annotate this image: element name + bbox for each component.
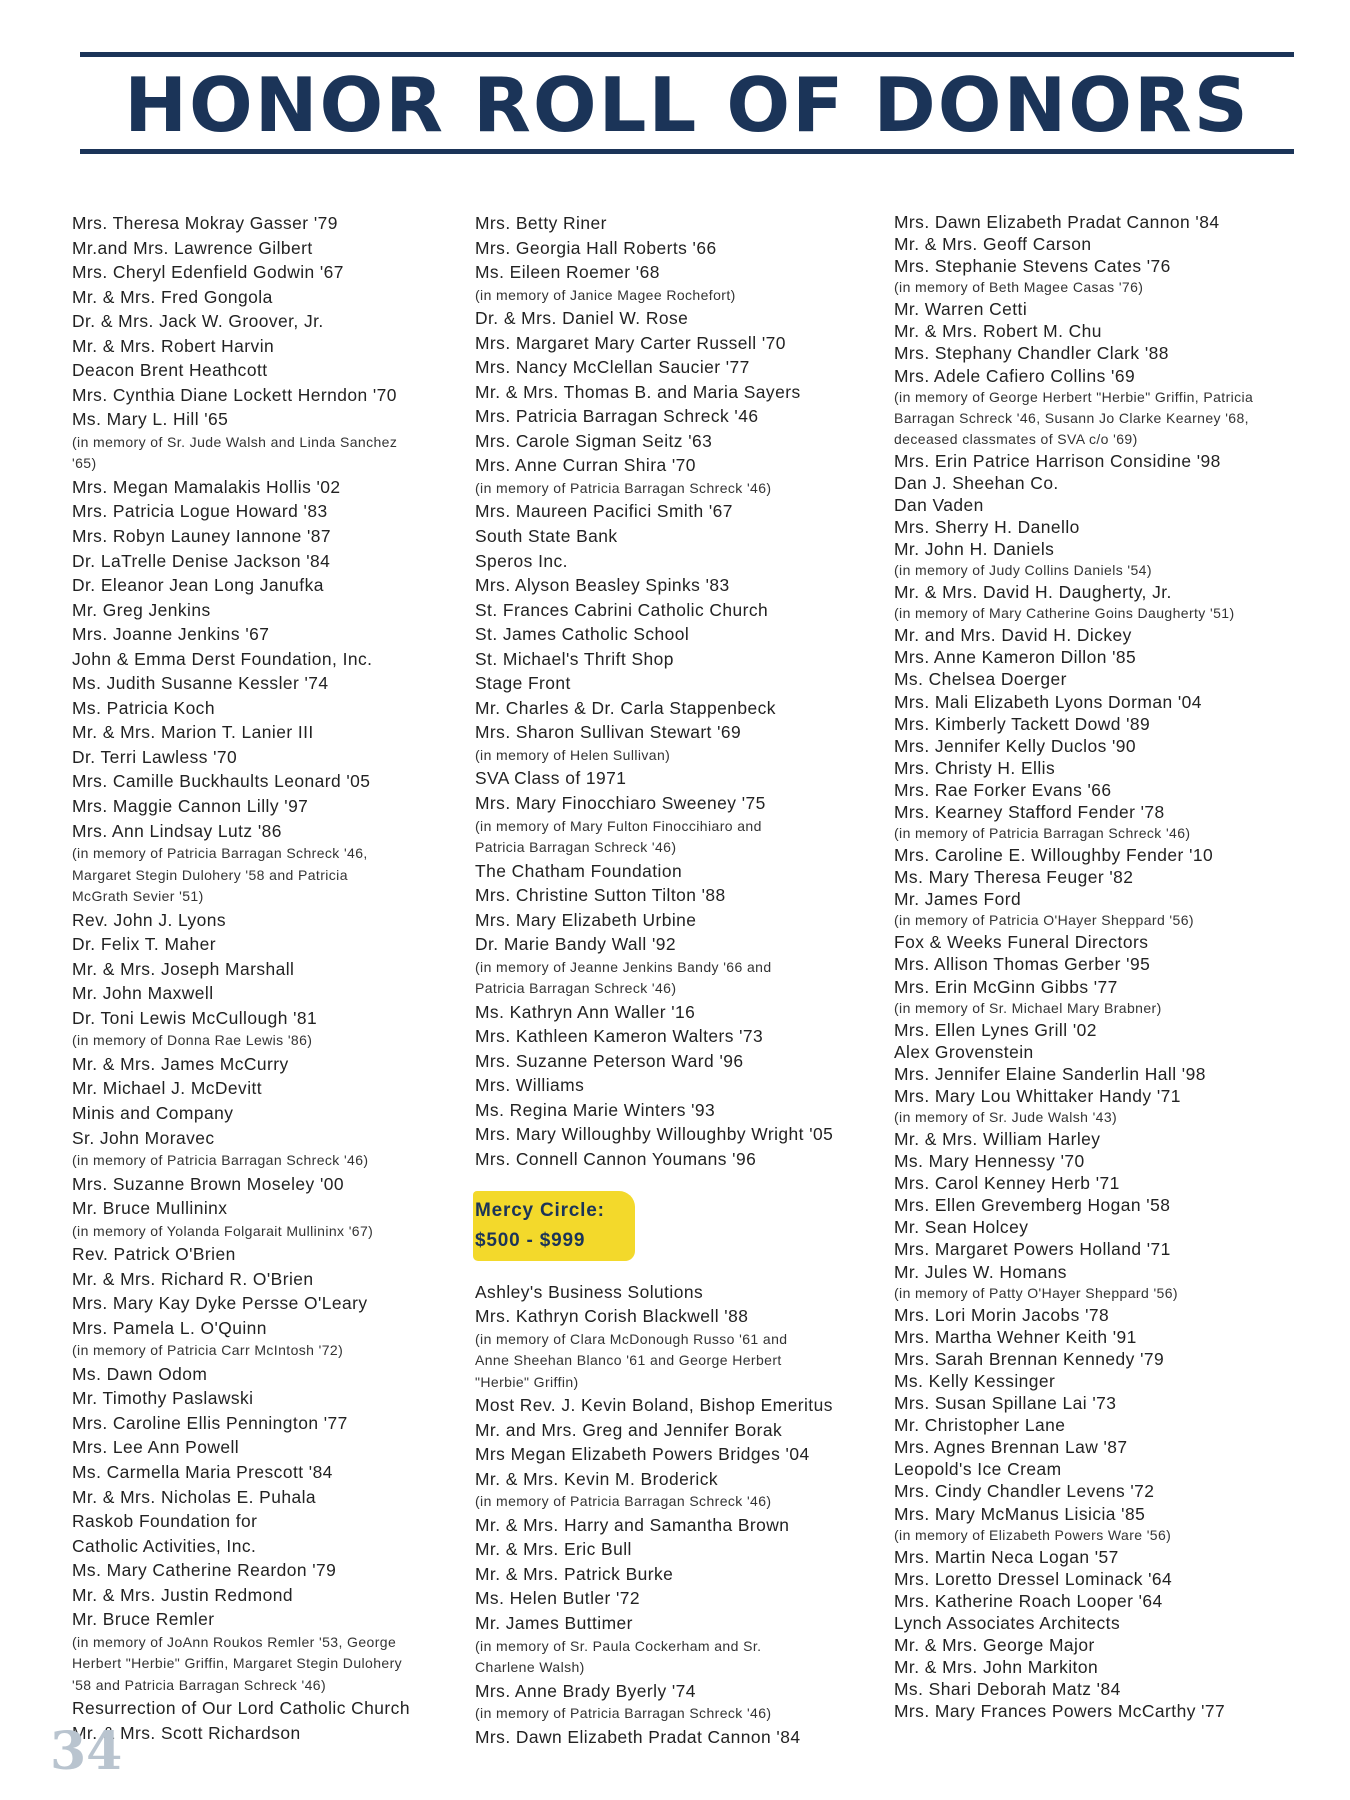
donor-name: Ms. Mary Catherine Reardon '79	[72, 1560, 337, 1581]
donor-name: Ms. Dawn Odom	[72, 1363, 208, 1384]
donor-name: Mrs. Margaret Mary Carter Russell '70	[475, 332, 786, 353]
memorial-note: Patricia Barragan Schreck '46)	[475, 980, 677, 997]
donor-name: Mrs. Betty Riner	[475, 213, 607, 233]
donor-name: Mr. & Mrs. Marion T. Lanier III	[72, 722, 314, 743]
donor-name: Lynch Associates Architects	[894, 1612, 1121, 1633]
donor-name: Mrs. Cheryl Edenfield Godwin '67	[72, 262, 344, 283]
donor-name: Mr. Michael J. McDevitt	[72, 1078, 263, 1099]
donor-name: Mr. & Mrs. Eric Bull	[475, 1539, 632, 1560]
donor-name: Mr. & Mrs. Richard R. O'Brien	[72, 1268, 314, 1289]
memorial-note: (in memory of Beth Magee Casas '76)	[894, 279, 1144, 296]
memorial-note: (in memory of Patricia Barragan Schreck '46)	[475, 1705, 772, 1722]
donor-name: Mr. & Mrs. Kevin M. Broderick	[475, 1468, 719, 1489]
donor-name: Fox & Weeks Funeral Directors	[894, 932, 1149, 953]
donor-name: Mr. Christopher Lane	[894, 1415, 1066, 1436]
mercy-circle-badge	[473, 1191, 635, 1261]
memorial-note: (in memory of Patricia Carr McIntosh '72)	[72, 1342, 344, 1359]
donor-name: Mr. & Mrs. Harry and Samantha Brown	[475, 1514, 790, 1535]
memorial-note: '58 and Patricia Barragan Schreck '46)	[72, 1676, 327, 1693]
donor-name: Minis and Company	[72, 1102, 234, 1123]
donor-name: Mrs. Ann Lindsay Lutz '86	[72, 820, 282, 841]
donor-name: Mrs. Stephany Chandler Clark '88	[894, 343, 1169, 364]
donor-name: SVA Class of 1971	[475, 768, 627, 789]
donor-name: Mrs. Margaret Powers Holland '71	[894, 1239, 1171, 1260]
donor-name: Mrs. Jennifer Elaine Sanderlin Hall '98	[894, 1063, 1206, 1084]
donor-name: Mrs. Kimberly Tackett Dowd '89	[894, 713, 1151, 734]
donor-name: Mrs. Erin McGinn Gibbs '77	[894, 976, 1118, 997]
donor-name: Mr. James Buttimer	[475, 1613, 633, 1634]
donor-name: Mrs. Maggie Cannon Lilly '97	[72, 796, 309, 817]
donor-name: Mrs. Pamela L. O'Quinn	[72, 1317, 267, 1338]
donor-column-1	[72, 211, 472, 1745]
donor-name: Mrs. Cynthia Diane Lockett Herndon '70	[72, 384, 397, 405]
donor-name: Most Rev. J. Kevin Boland, Bishop Emeritus	[475, 1395, 833, 1416]
memorial-note: (in memory of JoAnn Roukos Remler '53, George	[72, 1633, 397, 1650]
donor-name: Mrs. Caroline E. Willoughby Fender '10	[894, 845, 1214, 866]
donor-name: Ms. Kelly Kessinger	[894, 1370, 1056, 1391]
donor-name: Mrs. Stephanie Stevens Cates '76	[894, 256, 1171, 277]
donor-name: Catholic Activities, Inc.	[72, 1535, 257, 1556]
donor-name: Mrs. Anne Kameron Dillon '85	[894, 647, 1137, 668]
donor-name: Mr. Charles & Dr. Carla Stappenbeck	[475, 697, 776, 718]
donor-name: Ashley's Business Solutions	[475, 1281, 704, 1302]
donor-name: Mrs. Suzanne Brown Moseley '00	[72, 1173, 344, 1194]
donor-name: Mrs. Lee Ann Powell	[72, 1437, 240, 1458]
donor-name: Ms. Regina Marie Winters '93	[475, 1099, 716, 1120]
donor-name: Mrs. Sharon Sullivan Stewart '69	[475, 722, 742, 743]
donor-name: Mr. & Mrs. Scott Richardson	[72, 1722, 301, 1743]
donor-name: Resurrection of Our Lord Catholic Church	[72, 1698, 410, 1719]
donor-name: Mrs. Jennifer Kelly Duclos '90	[894, 735, 1137, 756]
section-amount-range: $500 - $999	[475, 1229, 586, 1251]
donor-name: Mrs. Megan Mamalakis Hollis '02	[72, 476, 341, 497]
donor-name: Mr. & Mrs. Geoff Carson	[894, 234, 1092, 255]
memorial-note: "Herbie" Griffin)	[475, 1373, 579, 1390]
memorial-note: Barragan Schreck '46, Susann Jo Clarke Kearney '68,	[894, 409, 1249, 426]
donor-name: Mrs. Maureen Pacifici Smith '67	[475, 501, 733, 522]
memorial-note: (in memory of Elizabeth Powers Ware '56)	[894, 1526, 1172, 1543]
section-heading: Mercy Circle:	[475, 1199, 605, 1221]
donor-name: Dr. Terri Lawless '70	[72, 746, 238, 767]
memorial-note: Herbert "Herbie" Griffin, Margaret Stegin Dulohery	[72, 1655, 403, 1672]
donor-name: Ms. Patricia Koch	[72, 697, 215, 718]
donor-name: Mrs. Christy H. Ellis	[894, 757, 1056, 778]
donor-name: Mrs. Mary Willoughby Willoughby Wright '05	[475, 1124, 834, 1145]
donor-name: Mrs. Kathryn Corish Blackwell '88	[475, 1306, 749, 1327]
memorial-note: (in memory of Patricia O'Hayer Sheppard '56)	[894, 912, 1194, 929]
donor-name: Sr. John Moravec	[72, 1127, 215, 1148]
donor-name: Mr. & Mrs. Joseph Marshall	[72, 958, 295, 979]
donor-name: Deacon Brent Heathcott	[72, 360, 268, 381]
donor-name: Mrs. Rae Forker Evans '66	[894, 779, 1112, 800]
page-number: 34	[50, 1721, 123, 1782]
memorial-note: '65)	[72, 455, 97, 472]
donor-name: Mrs. Lori Morin Jacobs '78	[894, 1304, 1110, 1325]
memorial-note: deceased classmates of SVA c/o '69)	[894, 430, 1138, 447]
donor-name: Dan J. Sheehan Co.	[894, 472, 1059, 493]
memorial-note: (in memory of Patricia Barragan Schreck '46,	[72, 845, 368, 862]
donor-name: Dr. & Mrs. Jack W. Groover, Jr.	[72, 311, 324, 332]
donor-name: Mrs. Joanne Jenkins '67	[72, 624, 270, 645]
donor-name: Ms. Mary Theresa Feuger '82	[894, 867, 1134, 888]
donor-name: Leopold's Ice Cream	[894, 1459, 1062, 1480]
donor-name: Mr. & Mrs. Patrick Burke	[475, 1563, 674, 1584]
donor-name: Mr. Bruce Remler	[72, 1609, 215, 1630]
donor-name: Dr. Toni Lewis McCullough '81	[72, 1007, 318, 1028]
donor-name: Ms. Eileen Roemer '68	[475, 262, 660, 283]
donor-name: Mr. & Mrs. William Harley	[894, 1129, 1101, 1149]
donor-name: Mr. & Mrs. Nicholas E. Puhala	[72, 1486, 317, 1507]
donor-name: Mrs. Caroline Ellis Pennington '77	[72, 1412, 348, 1433]
donor-name: Mr. Greg Jenkins	[72, 599, 211, 620]
donor-name: Mrs. Suzanne Peterson Ward '96	[475, 1050, 744, 1071]
donor-name: Mrs. Patricia Logue Howard '83	[72, 501, 328, 522]
memorial-note: (in memory of Patty O'Hayer Sheppard '56)	[894, 1284, 1178, 1301]
donor-name: Mrs. Robyn Launey Iannone '87	[72, 526, 332, 547]
memorial-note: (in memory of Clara McDonough Russo '61 and	[475, 1330, 788, 1347]
donor-name: Mrs. Mary Kay Dyke Persse O'Leary	[72, 1293, 368, 1314]
donor-name: The Chatham Foundation	[475, 860, 683, 881]
donor-name: Rev. Patrick O'Brien	[72, 1244, 236, 1265]
donor-name: Mrs. Adele Cafiero Collins '69	[894, 365, 1136, 386]
donor-name: Mrs. Sarah Brennan Kennedy '79	[894, 1348, 1165, 1369]
donor-name: Mrs. Martha Wehner Keith '91	[894, 1326, 1137, 1347]
donor-name: Mrs. Carol Kenney Herb '71	[894, 1173, 1120, 1194]
donor-name: Mrs. Katherine Roach Looper '64	[894, 1590, 1163, 1611]
donor-name: Mrs. Agnes Brennan Law '87	[894, 1437, 1128, 1458]
donor-name: Mrs. Dawn Elizabeth Pradat Cannon '84	[475, 1726, 801, 1747]
donor-name: Mrs. Nancy McClellan Saucier '77	[475, 357, 750, 378]
donor-name: Mr. Timothy Paslawski	[72, 1388, 254, 1409]
donor-column-2	[475, 211, 885, 1749]
donor-name: Mrs. Mary Finocchiaro Sweeney '75	[475, 792, 766, 813]
donor-name: Dr. & Mrs. Daniel W. Rose	[475, 308, 689, 329]
donor-name: Raskob Foundation for	[72, 1511, 258, 1532]
donor-list-upper	[475, 211, 885, 1172]
donor-name: Dr. Marie Bandy Wall '92	[475, 934, 676, 955]
donor-name: Mrs. Williams	[475, 1075, 585, 1096]
donor-name: Mrs. Christine Sutton Tilton '88	[475, 885, 726, 906]
donor-name: John & Emma Derst Foundation, Inc.	[72, 648, 373, 669]
memorial-note: McGrath Sevier '51)	[72, 888, 204, 905]
memorial-note: Charlene Walsh)	[475, 1659, 585, 1676]
donor-name: Ms. Helen Butler '72	[475, 1588, 641, 1609]
donor-name: Ms. Carmella Maria Prescott '84	[72, 1462, 333, 1483]
donor-name: Mrs. Connell Cannon Youmans '96	[475, 1149, 757, 1169]
donor-name: Ms. Shari Deborah Matz '84	[894, 1679, 1121, 1700]
memorial-note: (in memory of Sr. Jude Walsh '43)	[894, 1109, 1118, 1125]
donor-name: Mrs. Carole Sigman Seitz '63	[475, 430, 713, 451]
memorial-note: (in memory of Patricia Barragan Schreck '46)	[894, 825, 1191, 842]
donor-name: Mr. John H. Daniels	[894, 539, 1055, 560]
donor-name: South State Bank	[475, 526, 618, 547]
donor-name: Mr. & Mrs. David H. Daugherty, Jr.	[894, 582, 1172, 603]
donor-name: Mrs. Sherry H. Danello	[894, 516, 1080, 537]
donor-name: Mr. Warren Cetti	[894, 299, 1028, 320]
memorial-note: (in memory of Donna Rae Lewis '86)	[72, 1032, 313, 1049]
donor-name: Mrs. Susan Spillane Lai '73	[894, 1393, 1117, 1414]
memorial-note: (in memory of Mary Catherine Goins Daugherty '51)	[894, 605, 1235, 622]
memorial-note: (in memory of Sr. Michael Mary Brabner)	[894, 999, 1162, 1016]
donor-name: Ms. Judith Susanne Kessler '74	[72, 673, 329, 694]
memorial-note: Anne Sheehan Blanco '61 and George Herbert	[475, 1352, 782, 1369]
donor-name: Mrs. Ellen Lynes Grill '02	[894, 1019, 1097, 1040]
memorial-note: (in memory of Patricia Barragan Schreck '46)	[475, 479, 772, 496]
donor-name: Mr. and Mrs. Greg and Jennifer Borak	[475, 1419, 783, 1440]
donor-name: Mr. & Mrs. Robert Harvin	[72, 335, 275, 356]
donor-name: Mrs. Dawn Elizabeth Pradat Cannon '84	[894, 212, 1220, 232]
donor-name: Mrs Megan Elizabeth Powers Bridges '04	[475, 1444, 810, 1465]
donor-name: Mr. Jules W. Homans	[894, 1261, 1067, 1282]
donor-name: Mrs. Anne Curran Shira '70	[475, 455, 696, 476]
donor-name: Alex Grovenstein	[894, 1041, 1034, 1062]
memorial-note: (in memory of Sr. Jude Walsh and Linda Sanchez	[72, 433, 398, 450]
donor-name: Mr. & Mrs. James McCurry	[72, 1053, 289, 1074]
donor-name: Ms. Mary Hennessy '70	[894, 1151, 1085, 1172]
donor-name: Mrs. Mali Elizabeth Lyons Dorman '04	[894, 691, 1202, 712]
donor-name: Mrs. Mary Elizabeth Urbine	[475, 909, 697, 930]
donor-name: St. Frances Cabrini Catholic Church	[475, 599, 769, 620]
page-title: HONOR ROLL OF DONORS	[124, 61, 1250, 149]
donor-name: Mr. John Maxwell	[72, 983, 214, 1004]
title-rule-bottom	[80, 149, 1294, 154]
memorial-note: (in memory of George Herbert "Herbie" Griffin, Patricia	[894, 388, 1254, 405]
donor-name: Ms. Mary L. Hill '65	[72, 409, 229, 430]
donor-name: Mrs. Kearney Stafford Fender '78	[894, 801, 1165, 822]
memorial-note: (in memory of Judy Collins Daniels '54)	[894, 562, 1152, 579]
donor-name: Mrs. Cindy Chandler Levens '72	[894, 1481, 1155, 1502]
memorial-note: (in memory of Patricia Barragan Schreck '46)	[72, 1152, 369, 1169]
title-rule-top	[80, 52, 1294, 57]
memorial-note: (in memory of Sr. Paula Cockerham and Sr.	[475, 1637, 762, 1654]
donor-name: Mrs. Allison Thomas Gerber '95	[894, 954, 1151, 975]
donor-name: Mrs. Ellen Grevemberg Hogan '58	[894, 1195, 1171, 1216]
donor-name: Speros Inc.	[475, 550, 568, 571]
donor-name: Mrs. Theresa Mokray Gasser '79	[72, 213, 338, 233]
donor-list-lower	[475, 1280, 885, 1750]
donor-name: Mrs. Alyson Beasley Spinks '83	[475, 575, 730, 596]
donor-name: Mr. James Ford	[894, 889, 1022, 910]
donor-name: Mrs. Mary McManus Lisicia '85	[894, 1503, 1146, 1524]
donor-name: Mr. & Mrs. John Markiton	[894, 1657, 1099, 1678]
donor-name: Dan Vaden	[894, 494, 984, 515]
donor-name: Rev. John J. Lyons	[72, 909, 227, 930]
memorial-note: Patricia Barragan Schreck '46)	[475, 839, 677, 856]
donor-name: Mr.and Mrs. Lawrence Gilbert	[72, 237, 313, 258]
donor-name: Dr. Eleanor Jean Long Janufka	[72, 575, 324, 596]
donor-name: Mrs. Kathleen Kameron Walters '73	[475, 1026, 764, 1047]
donor-name: Mrs. Patricia Barragan Schreck '46	[475, 406, 759, 427]
donor-name: Mr. & Mrs. Thomas B. and Maria Sayers	[475, 381, 801, 402]
donor-name: Mrs. Camille Buckhaults Leonard '05	[72, 771, 371, 792]
donor-name: Stage Front	[475, 673, 571, 694]
donor-name: Ms. Chelsea Doerger	[894, 669, 1067, 690]
donor-name: St. Michael's Thrift Shop	[475, 648, 674, 669]
donor-name: Mr. Bruce Mullininx	[72, 1198, 228, 1219]
donor-name: Mr. & Mrs. Robert M. Chu	[894, 321, 1102, 342]
memorial-note: (in memory of Mary Fulton Finoccihiaro and	[475, 817, 762, 834]
memorial-note: (in memory of Yolanda Folgarait Mullininx '67)	[72, 1222, 374, 1239]
donor-name: Mrs. Mary Lou Whittaker Handy '71	[894, 1085, 1181, 1106]
memorial-note: (in memory of Jeanne Jenkins Bandy '66 and	[475, 958, 772, 975]
donor-name: Mr. & Mrs. George Major	[894, 1634, 1095, 1655]
memorial-note: Margaret Stegin Dulohery '58 and Patricia	[72, 866, 348, 883]
donor-name: Mrs. Martin Neca Logan '57	[894, 1546, 1119, 1567]
donor-name: Ms. Kathryn Ann Waller '16	[475, 1001, 696, 1022]
donor-name: Mr. Sean Holcey	[894, 1217, 1029, 1238]
donor-name: Dr. Felix T. Maher	[72, 934, 217, 955]
donor-column-3	[894, 211, 1334, 1722]
memorial-note: (in memory of Janice Magee Rochefort)	[475, 286, 736, 303]
donor-name: Dr. LaTrelle Denise Jackson '84	[72, 550, 331, 571]
memorial-note: (in memory of Helen Sullivan)	[475, 746, 671, 763]
donor-name: Mr. & Mrs. Fred Gongola	[72, 286, 273, 307]
donor-name: Mrs. Georgia Hall Roberts '66	[475, 237, 717, 258]
donor-name: Mrs. Mary Frances Powers McCarthy '77	[894, 1701, 1226, 1722]
memorial-note: (in memory of Patricia Barragan Schreck '46)	[475, 1493, 772, 1510]
donor-name: Mr. and Mrs. David H. Dickey	[894, 625, 1132, 646]
donor-name: Mrs. Loretto Dressel Lominack '64	[894, 1568, 1173, 1589]
donor-name: Mr. & Mrs. Justin Redmond	[72, 1584, 293, 1605]
donor-name: St. James Catholic School	[475, 624, 690, 645]
donor-name: Mrs. Erin Patrice Harrison Considine '98	[894, 450, 1221, 471]
donor-name: Mrs. Anne Brady Byerly '74	[475, 1680, 696, 1701]
